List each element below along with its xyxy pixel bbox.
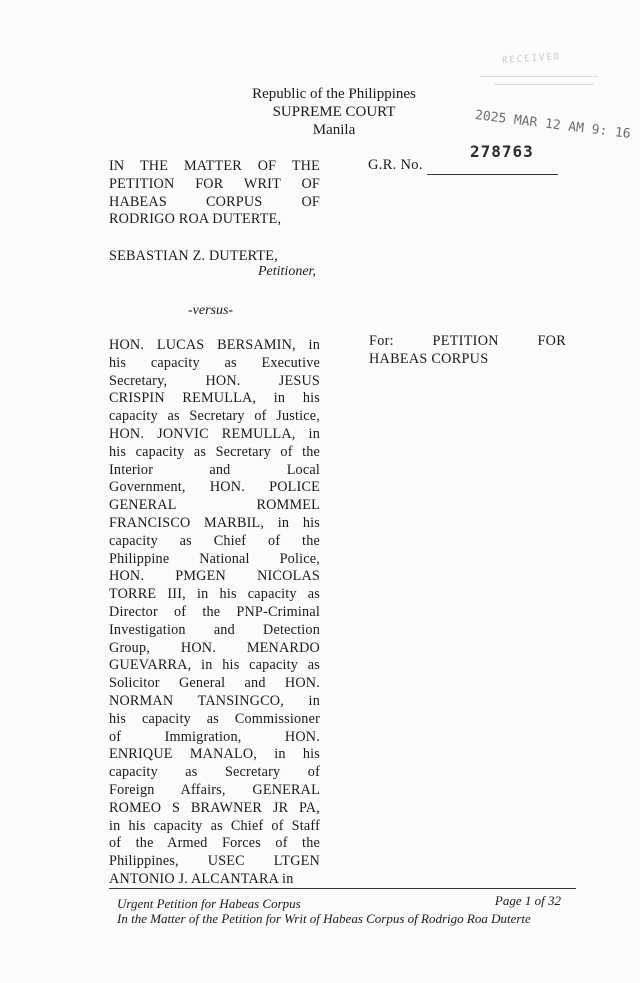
court-location: Manila: [312, 122, 356, 138]
respondent-line: NORMAN TANSINGCO, in: [109, 692, 320, 709]
receiving-stamp: [472, 48, 602, 108]
petition-type-line: For: PETITION FOR: [369, 333, 566, 349]
respondent-line: ENRIQUE MANALO, in his: [109, 746, 320, 763]
matter-line: IN THE MATTER OF THE: [109, 158, 320, 174]
respondent-line: his capacity as Commissioner: [109, 710, 320, 727]
respondent-line: Director of the PNP-Criminal: [109, 603, 320, 620]
gr-number-blank: [427, 174, 558, 175]
respondent-line: capacity as Secretary of: [109, 764, 320, 781]
respondent-line: CRISPIN REMULLA, in his: [109, 390, 320, 407]
respondent-line: HON. JONVIC REMULLA, in: [109, 425, 320, 442]
respondent-line: GUEVARRA, in his capacity as: [109, 657, 320, 674]
respondent-line: of Immigration, HON.: [109, 728, 320, 745]
petition-type: [369, 332, 566, 368]
petitioner-role: Petitioner,: [258, 264, 316, 279]
court-name: SUPREME COURT: [272, 104, 396, 120]
stamp-rule: [480, 76, 598, 77]
respondent-line: Group, HON. MENARDO: [109, 639, 320, 656]
case-matter-title: [109, 158, 320, 229]
respondent-line: Investigation and Detection: [109, 621, 320, 638]
respondent-line: of the Armed Forces of the: [109, 835, 320, 852]
page-number: Page 1 of 32: [494, 893, 561, 908]
respondent-line: ROMEO S BRAWNER JR PA,: [109, 799, 320, 816]
respondent-line: capacity as Chief of the: [109, 532, 320, 549]
court-republic: Republic of the Philippines: [252, 86, 416, 102]
stamp-number: 278763: [470, 142, 534, 161]
respondent-line: Foreign Affairs, GENERAL: [109, 781, 320, 798]
respondent-line: in his capacity as Chief of Staff: [109, 817, 320, 834]
respondent-line: his capacity as Executive: [109, 354, 320, 371]
respondent-line: HON. PMGEN NICOLAS: [109, 568, 320, 585]
respondent-line: HON. LUCAS BERSAMIN, in: [109, 337, 320, 353]
footer-rule: [109, 888, 576, 889]
respondent-line: Solicitor General and HON.: [109, 675, 320, 692]
respondent-line: Secretary, HON. JESUS: [109, 372, 320, 389]
stamp-datetime: 2025 MAR 12 AM 9: 16: [474, 108, 632, 142]
matter-line: RODRIGO ROA DUTERTE,: [109, 211, 282, 228]
petition-type-line: HABEAS CORPUS: [369, 351, 489, 367]
respondent-line: Philippines, USEC LTGEN: [109, 853, 320, 870]
respondent-line: Interior and Local: [109, 461, 320, 478]
respondent-line: capacity as Secretary of Justice,: [109, 408, 320, 425]
matter-line: PETITION FOR WRIT OF: [109, 175, 320, 192]
footer-subtitle: In the Matter of the Petition for Writ of Habeas Corpus of Rodrigo Roa Duterte: [117, 911, 531, 926]
respondent-line: GENERAL ROMMEL: [109, 497, 320, 514]
stamp-received-text: RECEIVED: [501, 51, 562, 67]
stamp-rule: [494, 84, 594, 85]
gr-number-label: G.R. No.: [368, 157, 423, 173]
respondents-block: [109, 337, 320, 889]
respondent-line: ANTONIO J. ALCANTARA in: [109, 870, 294, 887]
matter-line: HABEAS CORPUS OF: [109, 193, 320, 210]
respondent-line: Philippine National Police,: [109, 550, 320, 567]
respondent-line: his capacity as Secretary of the: [109, 443, 320, 460]
petitioner-name: SEBASTIAN Z. DUTERTE,: [109, 248, 278, 264]
versus-label: -versus-: [188, 303, 234, 318]
footer-title: Urgent Petition for Habeas Corpus: [117, 896, 301, 911]
respondent-line: FRANCISCO MARBIL, in his: [109, 514, 320, 531]
respondent-line: Government, HON. POLICE: [109, 479, 320, 496]
respondent-line: TORRE III, in his capacity as: [109, 586, 320, 603]
